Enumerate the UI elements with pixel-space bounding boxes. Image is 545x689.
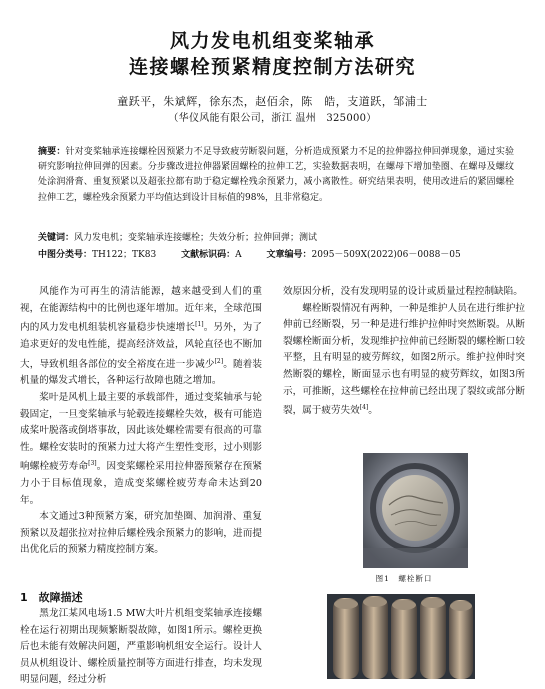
left-column: [20, 284, 262, 559]
document-code: 文献标识码：A: [181, 250, 242, 260]
author-list: 童跃平，朱斌辉，徐东杰，赵佰余，陈 皓，支道跃，邹浦士: [117, 95, 428, 108]
paper-title-line2: 连接螺栓预紧精度控制方法研究: [128, 56, 416, 78]
figure-1-caption: 图1 螺栓断口: [375, 574, 433, 583]
paper-title-line1: 风力发电机组变桨轴承: [169, 30, 375, 52]
keywords-text: 风力发电机；变桨轴承连接螺栓；失效分析；拉伸回弹；测试: [74, 233, 318, 243]
citation: [2]: [214, 357, 224, 365]
intro-paragraph-1: 风能作为可再生的清洁能源，越来越受到人们的重视，在能源结构中的比例也逐年增加。近年来，全球范围内的风力发电机组装机容量稳步快速增长[1]。另外，为了追求更好的发电性能，提高经济效益，风轮直径也不断加大，导致机组各部位的安全裕度在进一步减少[2]。随着装机量的爆发式增长，各种运行故障也随之增加。: [20, 286, 263, 387]
abstract: [38, 145, 514, 206]
section-heading-1: 1 故障描述: [20, 591, 83, 604]
citation: [3]: [88, 460, 97, 468]
right-paragraph-2: 螺栓断裂情况有两种，一种是维护人员在进行维护拉伸前已经断裂，另一种是进行维护拉伸时突然断裂。从断裂螺栓断面分析，发现维护拉伸前已经断裂的螺栓断口较平整，且有明显的疲劳辉纹，如图2所示。维护拉伸时突然断裂的螺栓，断面显示也有明显的疲劳辉纹，如图3所示，可推断，这些螺栓在拉伸前已经出现了裂纹或部分断裂，属于疲劳失效[4]。: [283, 302, 525, 417]
keywords: [38, 231, 514, 245]
figure-1-photo: [363, 453, 468, 568]
right-paragraph-1: 效原因分析，没有发现明显的设计或质量过程控制缺陷。: [283, 286, 523, 297]
intro-paragraph-3: 本文通过3种预紧方案，研究加垫圈、加润滑、重复预紧以及超张拉对拉伸后螺栓残余预紧力的影响，进而提出优化后的预紧力精度控制方案。: [20, 511, 262, 556]
clc-number: 中图分类号：TH122；TK83: [38, 250, 157, 260]
intro-paragraph-2: 桨叶是风机上最主要的承载部件，通过变桨轴承与轮毂固定，一旦变桨轴承与轮毂连接螺栓失效，极有可能造成桨叶脱落或倒塔事故，因此该处螺栓需要有很高的可靠性。螺栓安装时的预紧力过大将产生塑性变形，过小则影响螺栓疲劳寿命[3]。因变桨螺栓采用拉伸器预紧存在预紧力小于目标值现象，造成变桨螺栓疲劳寿命未达到20年。: [20, 391, 263, 506]
affiliation: （华仪风能有限公司，浙江 温州 325000）: [168, 113, 377, 124]
abstract-text: 针对变桨轴承连接螺栓因预紧力不足导致疲劳断裂问题，分析造成预紧力不足的拉伸器拉伸回弹现象，通过实验研究影响拉伸回弹的因素。分步骤改进拉伸器紧固螺栓的拉伸工艺，实验数据表明，在螺母下增加垫圈、在螺母及螺纹处涂润滑膏、重复预紧以及超张拉都有助于稳定螺栓残余预紧力，减小离散性。研究结果表明，使用改进后的紧固螺栓拉伸工艺，螺栓残余预紧力平均值达到设计目标值的98%，且非常稳定。: [38, 147, 514, 203]
keywords-label: 关键词：: [38, 233, 75, 243]
section-1-text: 黑龙江某风电场1.5 MW大叶片机组变桨轴承连接螺栓在运行初期出现频繁断裂故障，如图1所示。螺栓更换后也未能有效解决问题，严重影响机组安全运行。设计人员从机组设计、螺栓质量控制等方面进行排查，均未发现明显问题，经过分析: [20, 608, 262, 686]
abstract-label: 摘要：: [38, 147, 66, 157]
classification-line: [38, 248, 538, 262]
article-id: 文章编号：2095－509X(2022)06－0088－05: [266, 250, 461, 260]
citation: [1]: [195, 321, 204, 329]
right-column: [283, 284, 525, 420]
citation: [4]: [359, 404, 369, 412]
figure-2-photo: [327, 594, 475, 679]
bolts-image: [327, 594, 475, 679]
bolt-fracture-image: [363, 453, 468, 568]
